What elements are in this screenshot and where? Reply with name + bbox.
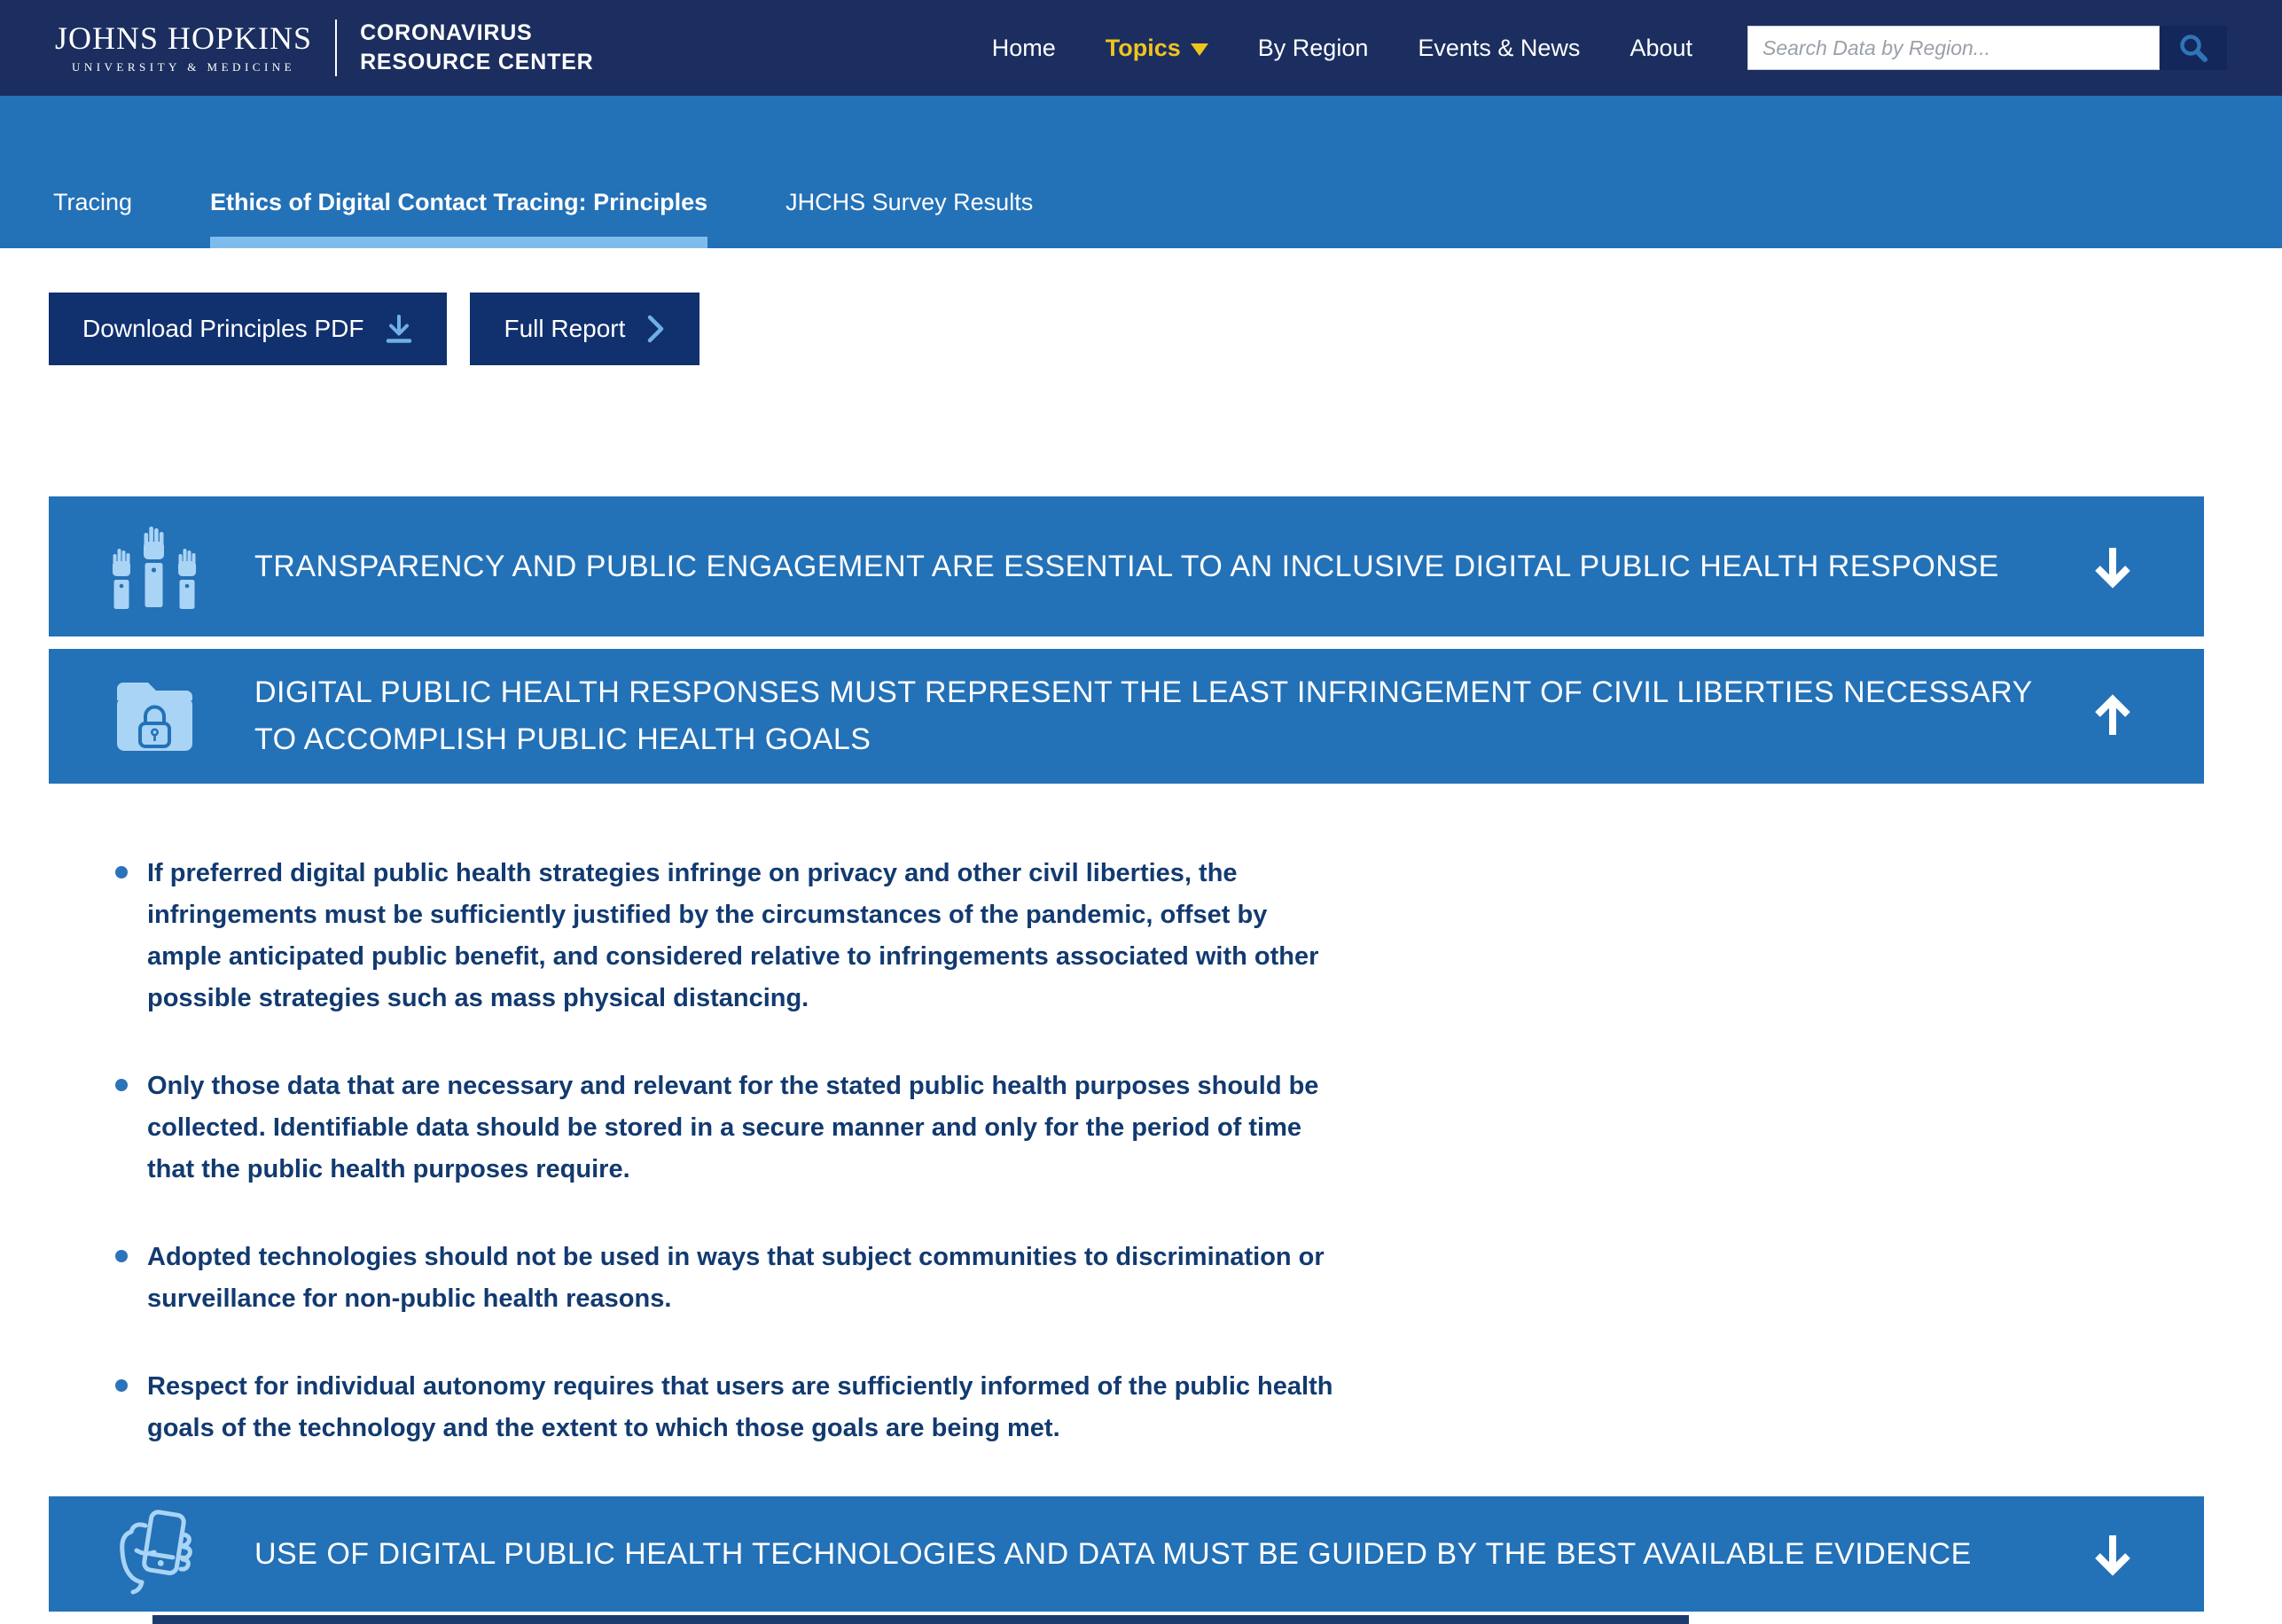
site-brand-title [360,19,593,78]
action-buttons-row [49,293,2204,365]
tab-tracing-label: Tracing [53,189,133,215]
nav-item-topics[interactable] [1106,35,1208,62]
nav-item-events-news[interactable] [1418,35,1580,62]
brand-line-2: RESOURCE CENTER [360,50,594,74]
bullet-item: Only those data that are necessary and relevant for the stated public health purposes should be collected. Identifiable data should be stored in a secure manner and only for the period of time that the public health purposes require. [115,1066,1348,1191]
nav-item-home[interactable] [992,35,1056,62]
bullet-item: Respect for individual autonomy requires that users are sufficiently informed of the public health goals of the technology and the extent to which those goals are being met. [115,1366,1348,1449]
nav-by-region-label: By Region [1257,34,1369,61]
tab-tracing[interactable] [53,189,132,248]
accordion-transparency[interactable] [49,496,2204,636]
tab-ethics-principles-label: Ethics of Digital Contact Tracing: Principles [210,189,708,215]
nav-item-about[interactable] [1629,35,1692,62]
search-icon [2177,32,2209,64]
accordion-transparency-title: TRANSPARENCY AND PUBLIC ENGAGEMENT ARE ESSENTIAL TO AN INCLUSIVE DIGITAL PUBLIC HEALTH RESPONSE [254,549,1999,583]
nav-item-by-region[interactable] [1258,35,1369,62]
arrow-down-icon [2091,543,2135,589]
bullet-item: Adopted technologies should not be used in ways that subject communities to discrimination or surveillance for non-public health reasons. [115,1237,1348,1320]
locked-folder-icon [111,677,198,755]
main-content [0,293,2282,1449]
full-report-button[interactable] [470,293,699,365]
brand-line-1: CORONAVIRUS [360,20,533,45]
next-section-edge [152,1615,1689,1624]
logo-divider [335,20,337,76]
search-bar [1747,26,2227,70]
raised-hands-icon [107,524,201,609]
main-nav [992,35,1692,62]
tab-ethics-principles[interactable] [210,189,707,248]
full-report-button-label: Full Report [504,315,626,342]
tab-jhchs-survey-label: JHCHS Survey Results [785,189,1034,215]
logo-university-name: JOHNS HOPKINS [55,20,313,56]
arrow-up-icon [2091,693,2135,739]
nav-home-label: Home [991,34,1056,61]
arrow-down-icon [2091,1531,2135,1577]
johns-hopkins-logo[interactable] [55,19,593,78]
principles-bullet-list [115,853,2204,1449]
johns-hopkins-wordmark [55,22,312,74]
chevron-down-icon [1191,43,1208,56]
logo-university-subtitle: UNIVERSITY & MEDICINE [71,59,296,74]
nav-about-label: About [1629,34,1692,61]
search-input[interactable] [1747,26,2160,70]
download-principles-pdf-button[interactable] [49,293,447,365]
hand-holding-phone-icon [112,1508,197,1600]
accordion-best-evidence-title: USE OF DIGITAL PUBLIC HEALTH TECHNOLOGIES AND DATA MUST BE GUIDED BY THE BEST AVAILABLE EVIDENCE [254,1536,1972,1571]
tab-jhchs-survey-results[interactable] [785,189,1033,248]
download-button-label: Download Principles PDF [82,315,364,342]
search-button[interactable] [2160,26,2227,70]
bullet-item: If preferred digital public health strategies infringe on privacy and other civil liberties, the infringements must be sufficiently justified by the circumstances of the pandemic, offset by ample anticipated public benefit, and considered relative to infringements associated with other possible strategies such as mass physical distancing. [115,853,1348,1019]
bottom-section [49,1496,2204,1612]
accordion-least-infringement-title: DIGITAL PUBLIC HEALTH RESPONSES MUST REPRESENT THE LEAST INFRINGEMENT OF CIVIL LIBERTIES NECESSARY TO ACCOMPLISH PUBLIC HEALTH GOALS [254,675,2033,756]
accordion-least-infringement[interactable] [49,649,2204,784]
download-icon [385,314,413,344]
nav-topics-label: Topics [1105,34,1181,61]
chevron-right-icon [646,314,666,344]
nav-events-news-label: Events & News [1418,34,1581,61]
site-header [0,0,2282,96]
accordion-best-evidence[interactable] [49,1496,2204,1612]
section-tabbar [0,96,2282,248]
